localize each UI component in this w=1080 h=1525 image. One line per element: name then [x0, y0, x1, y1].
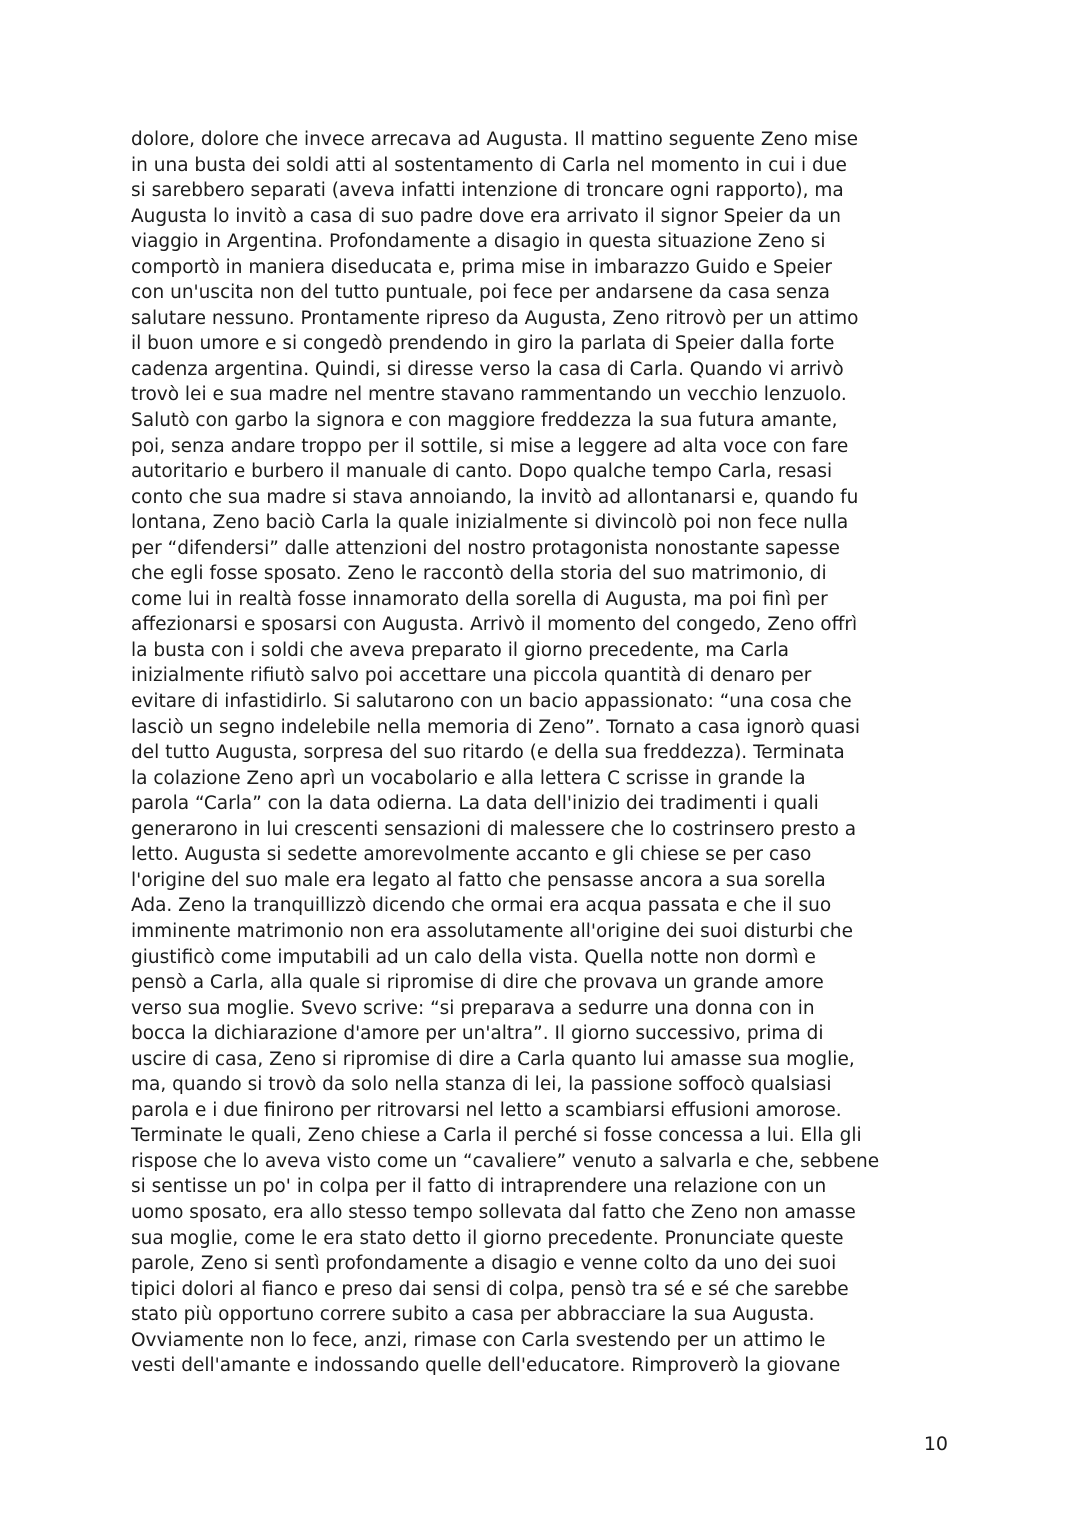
text-line: lasciò un segno indelebile nella memoria di Zeno”. Tornato a casa ignorò quasi: [131, 716, 861, 738]
text-line: giustificò come imputabili ad un calo della vista. Quella notte non dormì e: [131, 946, 816, 968]
text-line: evitare di infastidirlo. Si salutarono con un bacio appassionato: “una cosa che: [131, 691, 852, 713]
text-line: bocca la dichiarazione d'amore per un'altra”. Il giorno successivo, prima di: [131, 1023, 824, 1045]
text-line: in una busta dei soldi atti al sostentamento di Carla nel momento in cui i due: [131, 154, 847, 176]
text-line: del tutto Augusta, sorpresa del suo ritardo (e della sua freddezza). Terminata: [131, 742, 845, 764]
text-line: rispose che lo aveva visto come un “cavaliere” venuto a salvarla e che, sebbene: [131, 1150, 880, 1172]
text-line: parola “Carla” con la data odierna. La data dell'inizio dei tradimenti i quali: [131, 793, 819, 815]
page-number: 10: [923, 1433, 948, 1455]
text-line: inizialmente rifiutò salvo poi accettare una piccola quantità di denaro per: [131, 665, 812, 687]
text-line: sua moglie, come le era stato detto il giorno precedente. Pronunciate queste: [131, 1227, 844, 1249]
text-line: la colazione Zeno aprì un vocabolario e alla lettera C scrisse in grande la: [131, 767, 806, 789]
text-line: uscire di casa, Zeno si ripromise di dire a Carla quanto lui amasse sua moglie,: [131, 1048, 855, 1070]
text-line: si sentisse un po' in colpa per il fatto di intraprendere una relazione con un: [131, 1176, 827, 1198]
text-line: parole, Zeno si sentì profondamente a disagio e venne colto da uno dei suoi: [131, 1253, 837, 1275]
text-line: pensò a Carla, alla quale si ripromise di dire che provava un grande amore: [131, 972, 824, 994]
text-line: ma, quando si trovò da solo nella stanza di lei, la passione soffocò qualsiasi: [131, 1074, 832, 1096]
text-line: che egli fosse sposato. Zeno le raccontò della storia del suo matrimonio, di: [131, 563, 827, 585]
text-line: salutare nessuno. Prontamente ripreso da Augusta, Zeno ritrovò per un attimo: [131, 307, 859, 329]
text-line: generarono in lui crescenti sensazioni di malessere che lo costrinsero presto a: [131, 818, 857, 840]
text-line: con un'uscita non del tutto puntuale, poi fece per andarsene da casa senza: [131, 282, 830, 304]
text-line: Ovviamente non lo fece, anzi, rimase con Carla svestendo per un attimo le: [131, 1329, 826, 1351]
text-line: per “difendersi” dalle attenzioni del nostro protagonista nonostante sapesse: [131, 537, 840, 559]
text-line: comportò in maniera diseducata e, prima mise in imbarazzo Guido e Speier: [131, 256, 833, 278]
text-line: cadenza argentina. Quindi, si diresse verso la casa di Carla. Quando vi arrivò: [131, 358, 844, 380]
text-line: la busta con i soldi che aveva preparato il giorno precedente, ma Carla: [131, 639, 789, 661]
text-line: verso sua moglie. Svevo scrive: “si preparava a sedurre una donna con in: [131, 997, 815, 1019]
text-line: Augusta lo invitò a casa di suo padre dove era arrivato il signor Speier da un: [131, 205, 841, 227]
text-line: trovò lei e sua madre nel mentre stavano rammentando un vecchio lenzuolo.: [131, 384, 847, 406]
text-line: parola e i due finirono per ritrovarsi nel letto a scambiarsi effusioni amorose.: [131, 1099, 842, 1121]
text-line: letto. Augusta si sedette amorevolmente accanto e gli chiese se per caso: [131, 844, 812, 866]
text-line: Terminate le quali, Zeno chiese a Carla il perché si fosse concessa a lui. Ella gli: [131, 1125, 862, 1147]
text-line: dolore, dolore che invece arrecava ad Augusta. Il mattino seguente Zeno mise: [131, 129, 858, 150]
text-line: poi, senza andare troppo per il sottile, si mise a leggere ad alta voce con fare: [131, 435, 849, 457]
body-paragraph: [131, 127, 961, 1379]
text-line: l'origine del suo male era legato al fatto che pensasse ancora a sua sorella: [131, 869, 826, 891]
text-line: Ada. Zeno la tranquillizzò dicendo che ormai era acqua passata e che il suo: [131, 895, 832, 917]
text-line: il buon umore e si congedò prendendo in giro la parlata di Speier dalla forte: [131, 333, 835, 355]
text-line: viaggio in Argentina. Profondamente a disagio in questa situazione Zeno si: [131, 231, 826, 253]
text-line: conto che sua madre si stava annoiando, la invitò ad allontanarsi e, quando fu: [131, 486, 859, 508]
text-line: imminente matrimonio non era assolutamente all'origine dei suoi disturbi che: [131, 920, 853, 942]
text-line: affezionarsi e sposarsi con Augusta. Arrivò il momento del congedo, Zeno offrì: [131, 614, 858, 636]
text-line: Salutò con garbo la signora e con maggiore freddezza la sua futura amante,: [131, 410, 838, 432]
text-line: autoritario e burbero il manuale di canto. Dopo qualche tempo Carla, resasi: [131, 461, 833, 483]
text-line: si sarebbero separati (aveva infatti intenzione di troncare ogni rapporto), ma: [131, 180, 844, 202]
text-line: vesti dell'amante e indossando quelle dell'educatore. Rimproverò la giovane: [131, 1355, 841, 1377]
text-line: uomo sposato, era allo stesso tempo sollevata dal fatto che Zeno non amasse: [131, 1201, 856, 1223]
text-line: lontana, Zeno baciò Carla la quale inizialmente si divincolò poi non fece nulla: [131, 512, 849, 534]
text-line: stato più opportuno correre subito a casa per abbracciare la sua Augusta.: [131, 1304, 815, 1326]
text-line: come lui in realtà fosse innamorato della sorella di Augusta, ma poi finì per: [131, 588, 828, 610]
text-line: tipici dolori al fianco e preso dai sensi di colpa, pensò tra sé e sé che sarebbe: [131, 1278, 849, 1300]
